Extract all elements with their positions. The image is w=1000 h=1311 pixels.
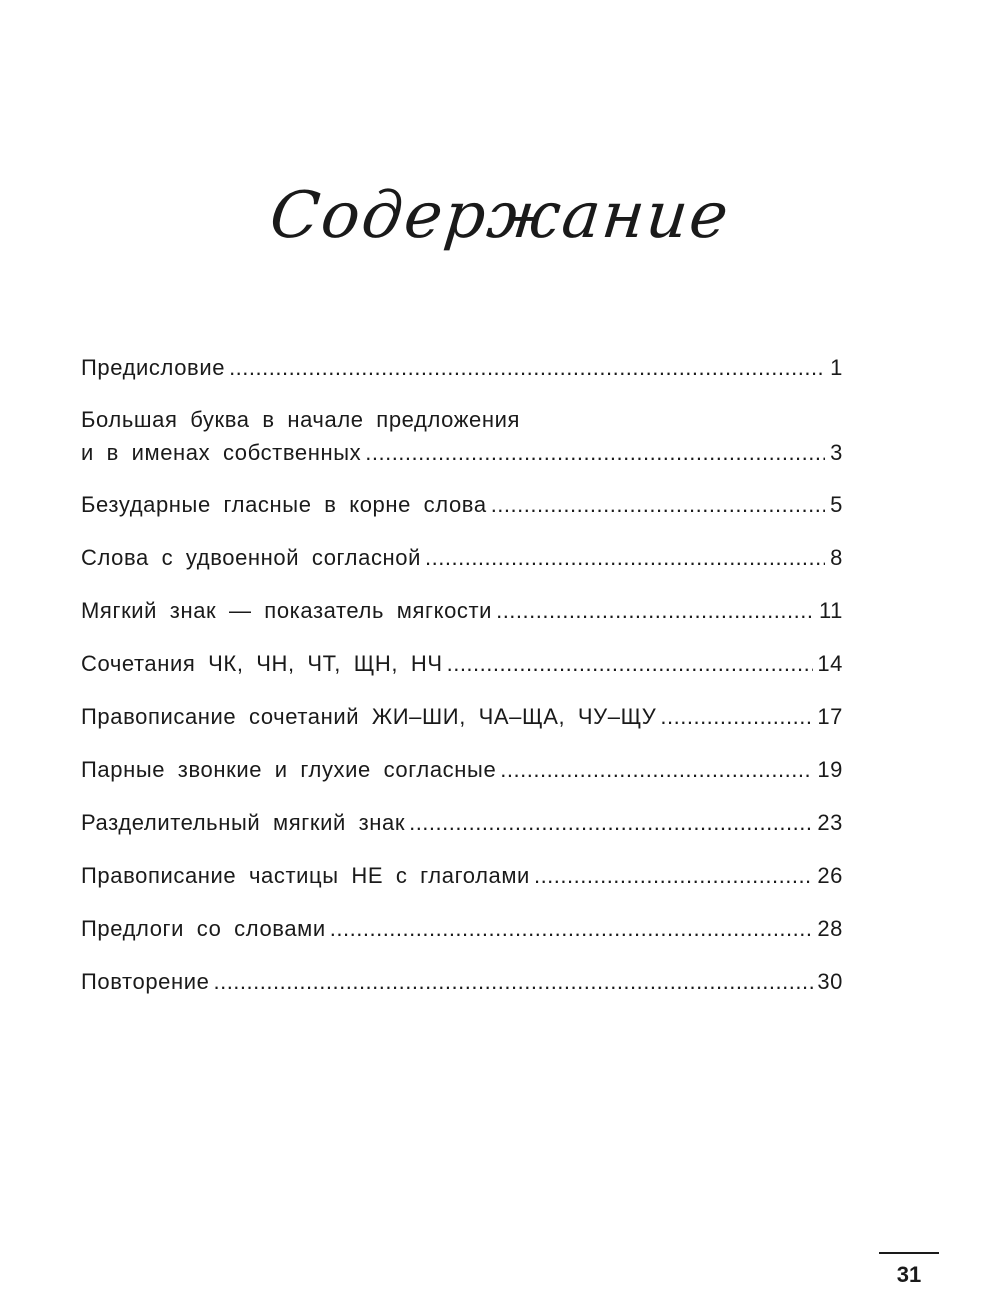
toc-entry-page: 23 bbox=[817, 810, 843, 835]
toc-entry[interactable] bbox=[81, 647, 843, 680]
dot-leader bbox=[447, 647, 814, 680]
toc-entry[interactable] bbox=[81, 541, 843, 574]
toc-entry-title-line1: Большая буква в начале предложения bbox=[81, 407, 521, 432]
toc-entry-title: Предлоги со словами bbox=[81, 916, 326, 941]
toc-entry-page: 8 bbox=[830, 545, 843, 570]
toc-entry-title: Безударные гласные в корне слова bbox=[81, 492, 487, 517]
page-title: Содержание bbox=[266, 179, 734, 253]
dot-leader bbox=[496, 594, 815, 627]
toc-entry-title: Предисловие bbox=[81, 355, 226, 380]
toc-entry-title: Правописание частицы НЕ с глаголами bbox=[81, 863, 530, 888]
dot-leader bbox=[534, 859, 813, 892]
dot-leader bbox=[660, 700, 813, 733]
toc-entry-page: 14 bbox=[817, 651, 843, 676]
toc-entry[interactable] bbox=[81, 965, 843, 998]
toc-entry[interactable] bbox=[81, 351, 843, 384]
toc-entry-title: Правописание сочетаний ЖИ–ШИ, ЧА–ЩА, ЧУ–ЩУ bbox=[81, 704, 657, 729]
toc-entry-title: и в именах собственных bbox=[81, 440, 362, 465]
toc-entry-page: 3 bbox=[830, 440, 843, 465]
toc-entry-page: 19 bbox=[817, 757, 843, 782]
dot-leader bbox=[330, 912, 814, 945]
toc-entry-page: 26 bbox=[817, 863, 843, 888]
dot-leader bbox=[491, 488, 825, 521]
toc-entry[interactable] bbox=[81, 403, 843, 469]
toc-entry-page: 5 bbox=[830, 492, 843, 517]
page-number: 31 bbox=[896, 1262, 922, 1287]
toc-entry-page: 1 bbox=[830, 355, 843, 380]
dot-leader bbox=[425, 541, 825, 574]
toc-entry[interactable] bbox=[81, 806, 843, 839]
toc-entry-page: 11 bbox=[818, 598, 843, 623]
toc-entry[interactable] bbox=[81, 912, 843, 945]
toc-entry-title: Повторение bbox=[81, 969, 210, 994]
toc-entry[interactable] bbox=[81, 594, 843, 627]
toc-entry-page: 30 bbox=[817, 969, 843, 994]
toc-entry-title: Сочетания ЧК, ЧН, ЧТ, ЩН, НЧ bbox=[81, 651, 443, 676]
toc-entry-page: 17 bbox=[817, 704, 843, 729]
toc-entry-title: Слова с удвоенной согласной bbox=[81, 545, 422, 570]
toc-entry[interactable] bbox=[81, 753, 843, 786]
toc-entry[interactable] bbox=[81, 859, 843, 892]
dot-leader bbox=[229, 351, 825, 384]
toc-entry-title: Мягкий знак — показатель мягкости bbox=[81, 598, 493, 623]
page-number-rule bbox=[879, 1252, 939, 1254]
toc-entry-title: Парные звонкие и глухие согласные bbox=[81, 757, 497, 782]
toc-entry-title: Разделительный мягкий знак bbox=[81, 810, 406, 835]
dot-leader bbox=[409, 806, 813, 839]
toc-entry[interactable] bbox=[81, 700, 843, 733]
toc-entry[interactable] bbox=[81, 488, 843, 521]
dot-leader bbox=[365, 436, 825, 469]
toc-entry-page: 28 bbox=[817, 916, 843, 941]
dot-leader bbox=[500, 753, 813, 786]
dot-leader bbox=[213, 965, 813, 998]
